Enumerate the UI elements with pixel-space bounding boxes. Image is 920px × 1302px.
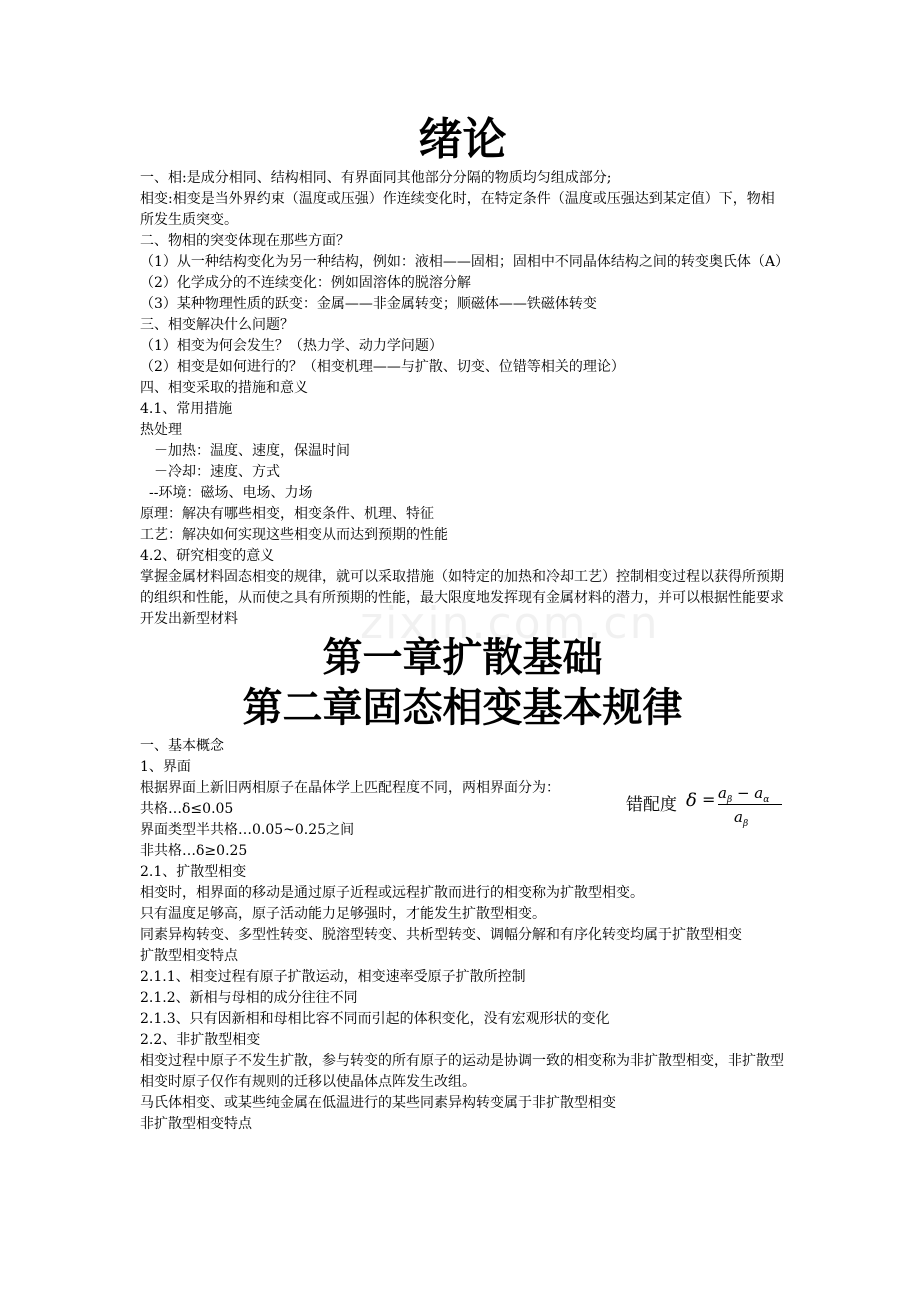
paragraph: 相变过程中原子不发生扩散，参与转变的所有原子的运动是协调一致的相变称为非扩散型相变，非扩散型相变时原子仅作有规则的迁移以使晶体点阵发生改组。	[140, 1053, 784, 1090]
document-body	[140, 112, 790, 1135]
paragraph: 二、物相的突变体现在那些方面？	[140, 233, 350, 249]
paragraph: 相变时，相界面的移动是通过原子近程或远程扩散而进行的相变称为扩散型相变。	[140, 885, 644, 901]
intro-section	[140, 168, 790, 630]
paragraph: 只有温度足够高，原子活动能力足够强时，才能发生扩散型相变。	[140, 906, 546, 922]
paragraph: 扩散型相变特点	[140, 948, 238, 964]
chapter-heading-1: 第一章扩散基础	[322, 634, 603, 681]
paragraph: 2.2、非扩散型相变	[140, 1032, 261, 1048]
paragraph: 原理：解决有哪些相变，相变条件、机理、特征	[140, 506, 434, 522]
formula-delta: δ	[686, 790, 697, 811]
list-item: －加热：温度、速度，保温时间	[154, 443, 350, 459]
paragraph: 1、界面	[140, 759, 191, 775]
paragraph: 非扩散型相变特点	[140, 1116, 252, 1132]
list-item: --环境：磁场、电场、力场	[149, 485, 313, 501]
paragraph: 工艺：解决如何实现这些相变从而达到预期的性能	[140, 527, 448, 543]
paragraph: 2.1.1、相变过程有原子扩散运动，相变速率受原子扩散所控制	[140, 969, 526, 985]
paragraph: 马氏体相变、或某些纯金属在低温进行的某些同素异构转变属于非扩散型相变	[140, 1095, 616, 1111]
paragraph: 掌握金属材料固态相变的规律，就可以采取措施（如特定的加热和冷却工艺）控制相变过程以获得所预期的组织和性能，从而使之具有所预期的性能，最大限度地发挥现有金属材料的潜力，并可以根据性能要求开发出新型材料	[140, 569, 784, 627]
formula-denominator: $a_\beta$	[734, 808, 749, 829]
paragraph: 4.2、研究相变的意义	[140, 548, 275, 564]
paragraph: 根据界面上新旧两相原子在晶体学上匹配程度不同，两相界面分为：	[140, 780, 560, 796]
paragraph: 三、相变解决什么问题？	[140, 317, 294, 333]
paragraph: （1）相变为何会发生？（热力学、动力学问题）	[140, 338, 443, 354]
paragraph: 2.1.2、新相与母相的成分往往不同	[140, 990, 358, 1006]
paragraph: 同素异构转变、多型性转变、脱溶型转变、共析型转变、调幅分解和有序化转变均属于扩散型相变	[140, 927, 742, 943]
paragraph: 非共格…δ≥0.25	[140, 843, 248, 859]
formula-numerator: $a_\beta - a_\alpha$	[718, 784, 770, 805]
paragraph: 热处理	[140, 422, 182, 438]
paragraph: （3）某种物理性质的跃变：金属——非金属转变；顺磁体——铁磁体转变	[140, 296, 597, 312]
mismatch-formula	[626, 784, 786, 836]
chapter-heading-2: 第二章固态相变基本规律	[242, 684, 683, 731]
paragraph: 2.1、扩散型相变	[140, 864, 247, 880]
paragraph: 共格…δ≤0.05	[140, 801, 234, 817]
paragraph: 相变:相变是当外界约束（温度或压强）作连续变化时，在特定条件（温度或压强达到某定值）下，物相所发生质突变。	[140, 191, 775, 228]
paragraph: 一、基本概念	[140, 738, 224, 754]
paragraph: （1）从一种结构变化为另一种结构，例如：液相——固相；固相中不同晶体结构之间的转变奥氏体（A）	[140, 254, 790, 270]
list-item: －冷却：速度、方式	[154, 464, 280, 480]
formula-equals: =	[702, 790, 716, 809]
paragraph: （2）相变是如何进行的？（相变机理——与扩散、切变、位错等相关的理论）	[140, 359, 625, 375]
paragraph: （2）化学成分的不连续变化：例如固溶体的脱溶分解	[140, 275, 471, 291]
paragraph: 4.1、常用措施	[140, 401, 233, 417]
fraction-bar	[718, 804, 782, 805]
paragraph: 四、相变采取的措施和意义	[140, 380, 308, 396]
paragraph: 一、相:是成分相同、结构相同、有界面同其他部分分隔的物质均匀组成部分;	[140, 170, 612, 186]
watermark: zixin.com.cn	[360, 598, 660, 649]
paragraph: 2.1.3、只有因新相和母相比容不同而引起的体积变化，没有宏观形状的变化	[140, 1011, 610, 1027]
paragraph: 界面类型半共格…0.05~0.25之间	[140, 822, 355, 838]
page-title: 绪论	[418, 114, 507, 165]
formula-label: 错配度	[626, 795, 677, 815]
